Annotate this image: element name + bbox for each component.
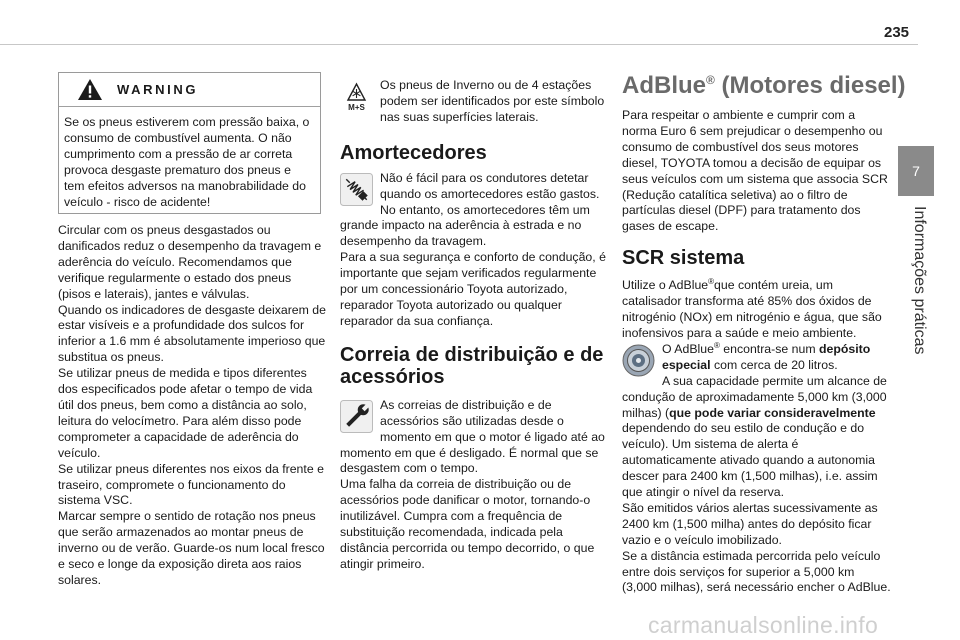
adblue-title-main: AdBlue: [622, 72, 706, 99]
warning-text: Se os pneus estiverem com pressão baixa, o consumo de combustível aumenta. O não cumprimento com a pressão de ar correta provoca desgaste prematuro dos pneus e tem efeitos adversos na manobrabilidade do veículo - risco de acidente!: [64, 115, 310, 209]
section-title-correia: Correia de distribuição e de acessórios: [340, 343, 604, 388]
chapter-tab[interactable]: [898, 146, 934, 196]
column-2: [340, 78, 606, 573]
header-rule: [0, 44, 918, 45]
correia-section: [340, 398, 606, 573]
tyre-info-text: [58, 223, 326, 589]
amortecedores-text-1: Não é fácil para os condutores detetar quando os amortecedores estão gastos. No entanto, os amortecedores têm um grande impacto na aderência à estrada e no desempenho da travagem.: [340, 170, 600, 249]
warning-title: WARNING: [117, 82, 199, 97]
scr-section: [622, 278, 892, 596]
scr-text-5: Se a distância estimada percorrida pelo veículo entre dois serviços for superior a 5,000 km (3,000 milhas), será necessário encher o AdBlue.: [622, 548, 891, 595]
paragraph: Marcar sempre o sentido de rotação nos pneus que serão armazenados ao montar pneus de inverno ou de verão. Guarde-os num local fresco e seco e longe da exposição direta aos raios solares.: [58, 509, 325, 587]
correia-text-2: Uma falha da correia de distribuição ou de acessórios pode danificar o motor, tornando-o inutilizável. Cumpra com a frequência de substituição recomendada, indicada pela distância percorrida ou tempo decorrido, o que atingir primeiro.: [340, 477, 595, 571]
scr-text-2: [622, 342, 892, 374]
column-3: [622, 72, 906, 596]
range-emphasis: que pode variar consideravelmente: [669, 405, 876, 420]
page-number: 235: [884, 24, 910, 41]
adblue-tank-icon: [622, 344, 655, 377]
correia-text-1: As correias de distribuição e de acessórios são utilizadas desde o momento em que o motor é ligado até ao momento em que é desligado. É normal que se desgastem com o tempo.: [340, 397, 605, 476]
wrench-icon: [340, 400, 373, 433]
registered-mark: ®: [713, 340, 720, 350]
tank-emphasis: depósito especial: [662, 341, 871, 372]
warning-box: [58, 72, 321, 214]
paragraph: Se utilizar pneus de medida e tipos diferentes dos especificados pode afetar o tempo de vida útil dos pneus, bem como a distância ao solo, leitura do velocímetro. Para além disso pode comprometer a capacidade de aderência do veículo.: [58, 366, 313, 460]
amortecedores-section: [340, 171, 606, 330]
registered-mark: ®: [706, 73, 715, 87]
paragraph: Se utilizar pneus diferentes nos eixos da frente e traseiro, compromete o funcionamento do sistema VSC.: [58, 461, 324, 508]
scr-text-3-a: A sua capacidade permite um alcance de condução de aproximadamente 5,000 km (3,000 milhas) (: [622, 373, 887, 420]
scr-text-2-c: com cerca de 20 litros.: [710, 357, 838, 372]
scr-text-1-b: que contém ureia, um catalisador transforma até 85% dos óxidos de nitrogénio (NOx) em nitrogénio e água, que são inofensivos para a saúde e meio ambiente.: [622, 278, 882, 340]
section-title-scr: SCR sistema: [622, 247, 745, 270]
paragraph: Quando os indicadores de desgaste deixarem de estar visíveis e a profundidade dos sulcos for inferior a 1.6 mm é absolutamente imperioso que substitua os pneus.: [58, 302, 326, 365]
shock-absorber-icon: [340, 173, 373, 206]
scr-text-1: [622, 278, 892, 342]
adblue-title: [622, 72, 906, 100]
scr-text-1-a: Utilize o AdBlue: [622, 278, 709, 293]
chapter-title: Informações práticas: [911, 206, 928, 355]
chapter-number: 7: [912, 163, 920, 179]
scr-text-2-a: O AdBlue: [662, 341, 714, 356]
adblue-text: Para respeitar o ambiente e cumprir com a norma Euro 6 sem prejudicar o desempenho ou consumo de combustível dos seus motores diesel, TOYOTA tomou a decisão de equipar os seus veículos com um sistema que associa SCR (Redução catalítica seletiva) ao o filtro de partículas diesel (DPF) para tratamento dos gases de escape.: [622, 108, 888, 234]
scr-text-3: [622, 374, 892, 501]
ms-label: M+S: [348, 103, 365, 112]
watermark: carmanualsonline.info: [648, 612, 879, 638]
section-title-amortecedores: Amortecedores: [340, 141, 487, 164]
paragraph: Circular com os pneus desgastados ou danificados reduz o desempenho da travagem e aderência do veículo. Recomendamos que verifique regularmente o estado dos pneus (pisos e laterais), jantes e válvulas.: [58, 223, 322, 301]
amortecedores-text-2: Para a sua segurança e conforto de condução, é importante que sejam verificados regularmente por um concessionário Toyota autorizado, reparador Toyota autorizado ou qualquer reparador da sua confiança.: [340, 250, 606, 328]
warning-header: [59, 73, 320, 107]
adblue-title-suffix: (Motores diesel): [714, 72, 906, 99]
scr-text-3-b: dependendo do seu estilo de condução e do veículo). Um sistema de alerta é automaticamente ativado quando a autonomia descer para 2400 km (1,500 milhas), i.e. assim que atingir o nível da reserva.: [622, 421, 878, 500]
winter-tyre-text: Os pneus de Inverno ou de 4 estações podem ser identificados por este símbolo nas suas superfícies laterais.: [380, 78, 605, 124]
warning-triangle-icon: [77, 78, 103, 101]
winter-tyre-section: [340, 78, 606, 126]
snowflake-ms-icon: [340, 80, 373, 113]
scr-text-4: São emitidos vários alertas sucessivamente as 2400 km (1,500 milha) antes do depósito ficar vazio e o veículo imobilizado.: [622, 500, 878, 547]
registered-mark: ®: [708, 277, 715, 287]
scr-text-2-b: encontra-se num: [719, 341, 819, 356]
